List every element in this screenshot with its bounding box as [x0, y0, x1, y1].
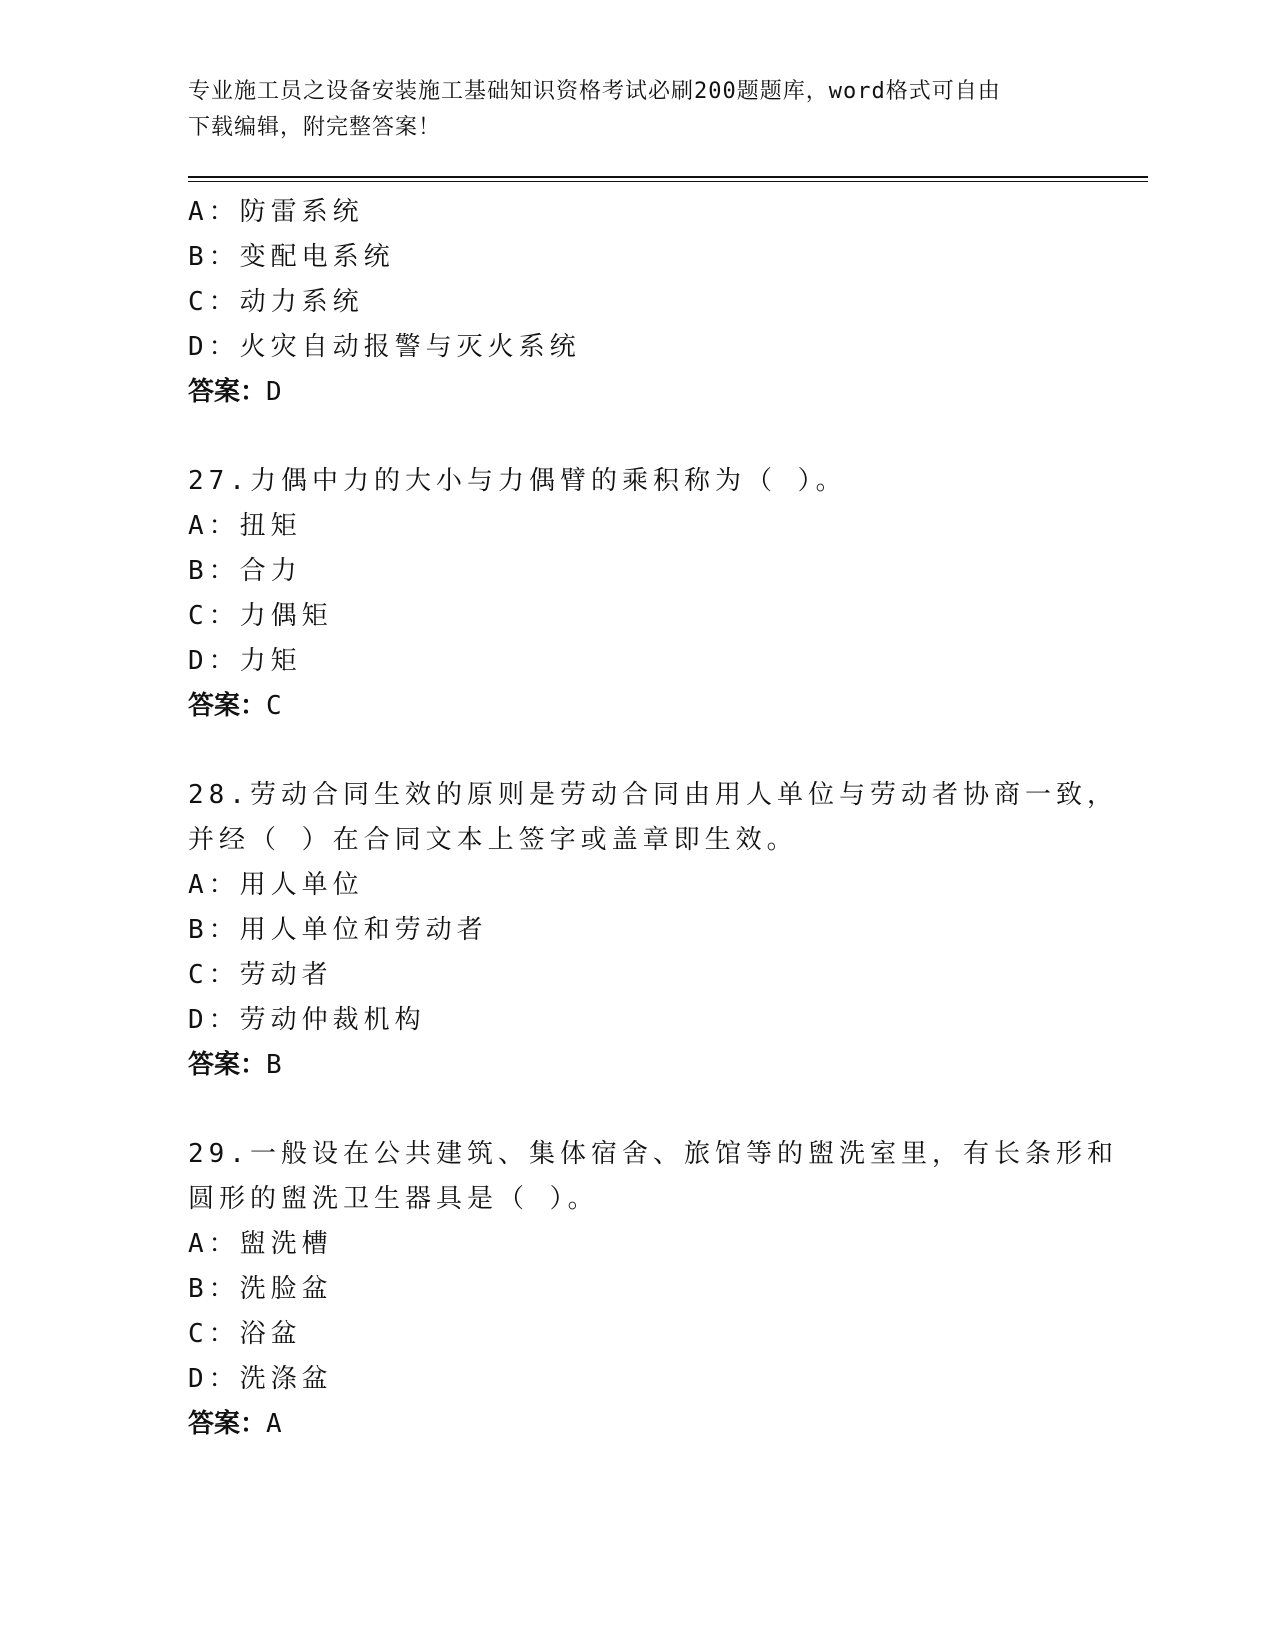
option-a: A：扭矩	[188, 511, 302, 541]
option-b: B：用人单位和劳动者	[188, 915, 488, 945]
question-text: 28.劳动合同生效的原则是劳动合同由用人单位与劳动者协商一致，并经（ ）在合同文本上签字或盖章即生效。	[188, 780, 1118, 855]
option-a: A：用人单位	[188, 870, 364, 900]
answer-label: 答案：	[188, 691, 267, 721]
question-block-28	[188, 773, 1148, 1088]
document-header	[188, 74, 1068, 146]
question-block-29	[188, 1132, 1148, 1447]
option-c: C：浴盆	[188, 1319, 302, 1349]
answer-value: D	[266, 377, 284, 407]
header-divider-thin	[188, 181, 1148, 182]
header-line-1: 专业施工员之设备安装施工基础知识资格考试必刷200题题库，word格式可自由	[188, 79, 1001, 104]
answer-value: B	[266, 1050, 284, 1080]
answer-line	[188, 370, 1148, 415]
question-text: 29.一般设在公共建筑、集体宿舍、旅馆等的盥洗室里，有长条形和圆形的盥洗卫生器具是（ ）。	[188, 1139, 1118, 1214]
question-list	[188, 190, 1148, 1491]
answer-line	[188, 1043, 1148, 1088]
option-d: D：劳动仲裁机构	[188, 1005, 426, 1035]
answer-value: A	[266, 1409, 284, 1439]
header-line-2: 下载编辑，附完整答案！	[188, 115, 442, 140]
answer-label: 答案：	[188, 377, 267, 407]
option-d: D：力矩	[188, 646, 302, 676]
option-b: B：合力	[188, 556, 302, 586]
answer-line	[188, 684, 1148, 729]
option-d: D：火灾自动报警与灭火系统	[188, 332, 581, 362]
option-c: C：力偶矩	[188, 601, 333, 631]
option-b: B：变配电系统	[188, 242, 395, 272]
option-a: A：盥洗槽	[188, 1229, 333, 1259]
answer-value: C	[266, 691, 284, 721]
header-divider	[188, 176, 1148, 178]
option-c: C：动力系统	[188, 287, 364, 317]
option-b: B：洗脸盆	[188, 1274, 333, 1304]
option-a: A：防雷系统	[188, 197, 364, 227]
answer-label: 答案：	[188, 1050, 267, 1080]
option-d: D：洗涤盆	[188, 1364, 333, 1394]
answer-label: 答案：	[188, 1409, 267, 1439]
question-block-26	[188, 190, 1148, 415]
answer-line	[188, 1402, 1148, 1447]
question-text: 27.力偶中力的大小与力偶臂的乘积称为（ ）。	[188, 466, 847, 496]
question-block-27	[188, 459, 1148, 729]
option-c: C：劳动者	[188, 960, 333, 990]
